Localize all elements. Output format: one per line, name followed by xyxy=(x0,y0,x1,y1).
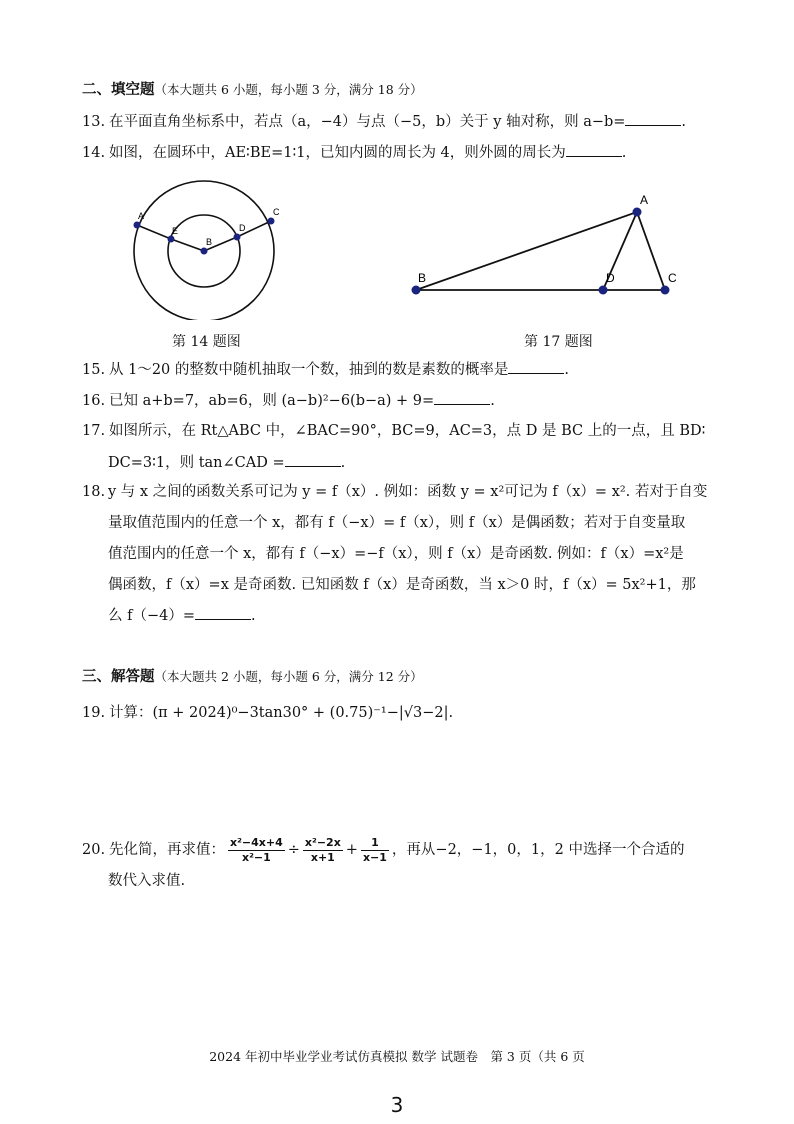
label-a: A xyxy=(640,193,649,207)
period: . xyxy=(621,145,627,161)
question-20-line-2: 数代入求值. xyxy=(108,873,186,889)
fraction-3-numerator: 1 xyxy=(361,836,389,851)
label-b: B xyxy=(206,237,213,247)
answer-blank[interactable] xyxy=(566,142,622,157)
point-a xyxy=(134,222,141,229)
question-19 xyxy=(82,703,453,723)
question-18-line-3: 值范围内的任意一个 x，都有 f（−x）=−f（x），则 f（x）是奇函数. 例如：f（x）=x²是 xyxy=(108,546,684,562)
question-13-number: 13. xyxy=(82,114,106,130)
answer-blank[interactable] xyxy=(508,359,564,374)
fraction-3-denominator: x−1 xyxy=(362,850,387,864)
question-14 xyxy=(82,142,626,163)
question-13 xyxy=(82,111,686,132)
section-2-heading xyxy=(82,80,423,100)
point-b xyxy=(412,286,421,295)
question-18-number-wrap xyxy=(82,482,109,502)
period: . xyxy=(490,393,495,409)
question-19-number: 19. xyxy=(82,705,106,721)
figure-14-annulus xyxy=(128,170,288,320)
label-d: D xyxy=(606,271,615,285)
period: . xyxy=(251,608,256,624)
question-20-number: 20. xyxy=(82,842,106,858)
question-18-line-4: 偶函数，f（x）=x 是奇函数. 已知函数 f（x）是奇函数，当 x＞0 时，f（x）= 5x²+1，那 xyxy=(108,577,696,593)
triangle-abc xyxy=(416,212,665,290)
label-a: A xyxy=(138,211,145,221)
question-18 xyxy=(108,477,720,632)
divide-sign: ÷ xyxy=(287,842,300,858)
question-20-cont xyxy=(108,871,185,891)
question-20-suffix: ，再从−2，−1，0，1，2 中选择一个合适的 xyxy=(391,842,685,858)
label-e: E xyxy=(172,226,179,236)
question-18-line-1: y 与 x 之间的函数关系可记为 y = f（x）. 例如：函数 y = x²可记为 f（x）= x². 若对于自变 xyxy=(108,484,708,500)
label-b: B xyxy=(418,271,427,285)
period: . xyxy=(681,114,687,130)
fraction-1-denominator: x²−1 xyxy=(241,850,271,864)
fraction-2 xyxy=(303,836,343,865)
question-20-prefix: 先化简，再求值： xyxy=(109,842,225,858)
period: . xyxy=(564,362,570,378)
section-3-heading xyxy=(82,667,423,687)
section-3-note: （本大题共 2 小题，每小题 6 分，满分 12 分） xyxy=(154,669,423,684)
section-3-title: 三、解答题 xyxy=(82,668,155,685)
question-14-text: 如图，在圆环中，AE∶BE=1∶1，已知内圆的周长为 4，则外圆的周长为 xyxy=(109,145,566,161)
point-a xyxy=(633,208,642,217)
question-17-line-2: DC=3∶1，则 tan∠CAD = xyxy=(108,455,285,471)
label-d: D xyxy=(239,223,246,233)
fraction-3 xyxy=(361,836,389,865)
point-e xyxy=(168,236,175,243)
point-d xyxy=(599,286,608,295)
figure-17-triangle xyxy=(405,190,695,300)
fraction-1-numerator: x²−4x+4 xyxy=(230,835,283,849)
page-number: 3 xyxy=(390,1093,404,1117)
answer-blank[interactable] xyxy=(434,390,490,405)
point-c xyxy=(268,218,275,225)
figure-14-caption: 第 14 题图 xyxy=(172,334,241,350)
question-16-number: 16. xyxy=(82,393,106,409)
section-2-note: （本大题共 6 小题，每小题 3 分，满分 18 分） xyxy=(154,82,423,97)
point-b xyxy=(201,248,208,255)
fraction-2-denominator: x+1 xyxy=(310,850,335,864)
answer-blank[interactable] xyxy=(285,452,341,467)
question-17-line-1: 如图所示，在 Rt△ABC 中，∠BAC=90°，BC=9，AC=3，点 D 是 BC 上的一点，且 BD∶ xyxy=(109,423,706,439)
question-15 xyxy=(82,359,569,380)
label-c: C xyxy=(668,271,677,285)
label-c: C xyxy=(273,207,280,217)
answer-blank[interactable] xyxy=(625,111,681,126)
figure-17-caption: 第 17 题图 xyxy=(524,334,593,350)
question-18-line-5-wrap xyxy=(108,601,720,632)
question-17 xyxy=(82,421,705,441)
fraction-2-numerator: x²−2x xyxy=(304,835,341,849)
question-15-number: 15. xyxy=(82,362,106,378)
section-2-title: 二、填空题 xyxy=(82,81,155,98)
question-17-cont xyxy=(108,452,345,473)
question-18-line-2: 量取值范围内的任意一个 x，都有 f（−x）= f（x），则 f（x）是偶函数；若对于自变量取 xyxy=(108,515,686,531)
question-13-text: 在平面直角坐标系中，若点（a，−4）与点（−5，b）关于 y 轴对称，则 a−b= xyxy=(109,114,626,130)
question-20 xyxy=(82,832,684,868)
fraction-1 xyxy=(228,836,285,865)
question-17-number: 17. xyxy=(82,423,106,439)
plus-sign: + xyxy=(345,842,358,858)
question-18-line-5: 么 f（−4）= xyxy=(108,608,195,624)
question-19-text: 计算：(π + 2024)⁰−3tan30° + (0.75)⁻¹−|√3−2|. xyxy=(109,705,454,721)
question-14-number: 14. xyxy=(82,145,106,161)
answer-blank[interactable] xyxy=(195,605,251,620)
question-16 xyxy=(82,390,495,411)
question-15-text: 从 1～20 的整数中随机抽取一个数，抽到的数是素数的概率是 xyxy=(109,362,509,378)
question-18-number: 18. xyxy=(82,484,106,500)
point-c xyxy=(661,286,670,295)
period: . xyxy=(340,455,346,471)
page-footer: 2024 年初中毕业学业考试仿真模拟 数学 试题卷 第 3 页（共 6 页 xyxy=(209,1049,585,1064)
segment-path xyxy=(137,221,271,251)
point-d xyxy=(234,234,241,241)
question-16-text: 已知 a+b=7，ab=6，则 (a−b)²−6(b−a) + 9= xyxy=(109,393,435,409)
